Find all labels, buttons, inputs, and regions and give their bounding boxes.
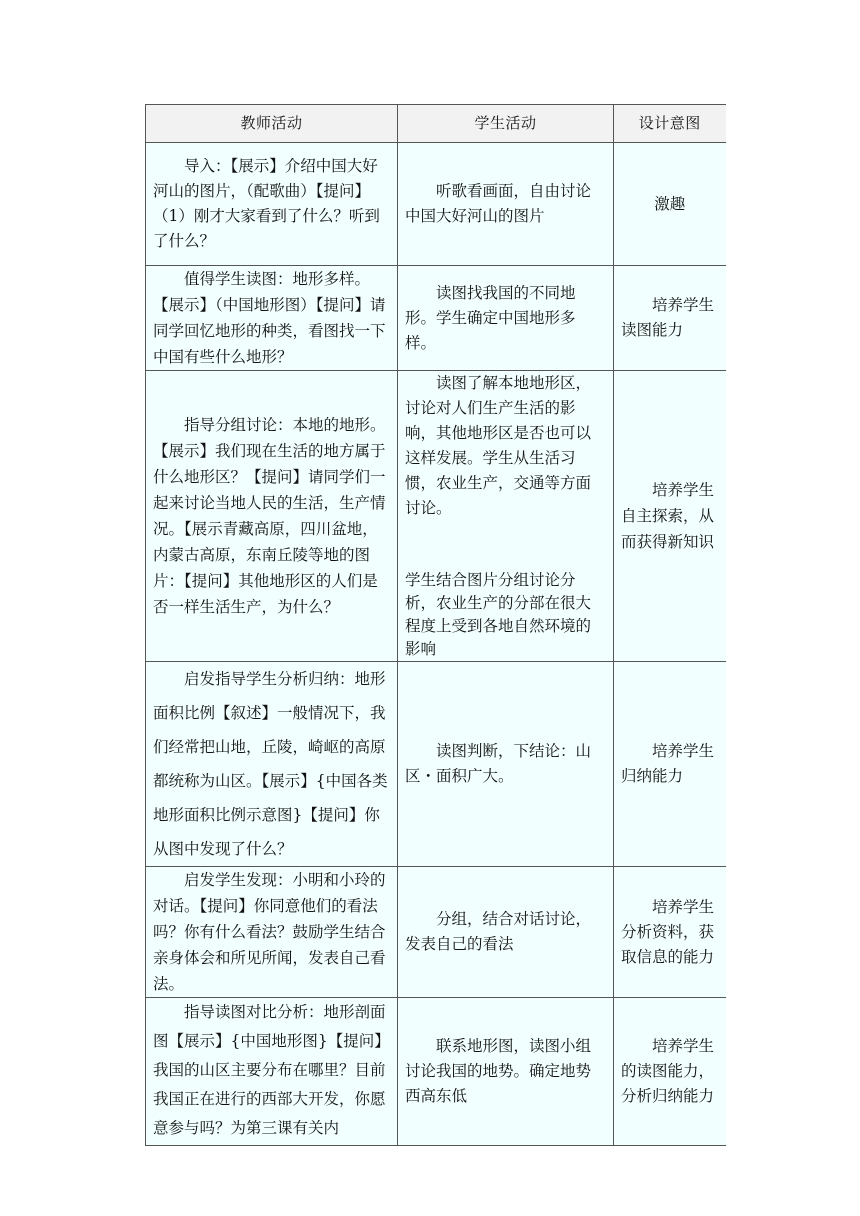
table-row bbox=[146, 867, 726, 998]
teacher-activity-cell: 值得学生读图：地形多样。【展示】（中国地形图）【提问】请同学回忆地形的种类，看图找一下中国有些什么地形？ bbox=[146, 266, 398, 371]
student-activity-cell: 听歌看画面，自由讨论中国大好河山的图片 bbox=[398, 143, 614, 266]
header-design-intent: 设计意图 bbox=[614, 105, 726, 143]
lesson-plan-table bbox=[145, 104, 726, 1146]
table-row bbox=[146, 998, 726, 1146]
table-row bbox=[146, 266, 726, 371]
table-row bbox=[146, 371, 726, 662]
design-intent-cell: 培养学生自主探索，从而获得新知识 bbox=[614, 371, 726, 662]
student-activity-cell bbox=[398, 371, 614, 662]
student-activity-cell: 联系地形图，读图小组讨论我国的地势。确定地势西高东低 bbox=[398, 998, 614, 1146]
design-intent-cell: 培养学生读图能力 bbox=[614, 266, 726, 371]
student-activity-cell: 读图判断，下结论：山区・面积广大。 bbox=[398, 662, 614, 867]
design-intent-cell: 激趣 bbox=[614, 143, 726, 266]
teacher-activity-cell: 启发指导学生分析归纳：地形面积比例【叙述】一般情况下，我们经常把山地，丘陵，崎岖的高原都统称为山区。【展示】{中国各类地形面积比例示意图}【提问】你从图中发现了什么？ bbox=[146, 662, 398, 867]
teacher-activity-cell: 指导分组讨论：本地的地形。【展示】我们现在生活的地方属于什么地形区？【提问】请同学们一起来讨论当地人民的生活，生产情况。【展示青藏高原，四川盆地，内蒙古高原，东南丘陵等地的图片：【提问】其他地形区的人们是否一样生活生产，为什么？ bbox=[146, 371, 398, 662]
header-student-activity: 学生活动 bbox=[398, 105, 614, 143]
student-activity-cell: 读图找我国的不同地形。学生确定中国地形多样。 bbox=[398, 266, 614, 371]
design-intent-cell: 培养学生的读图能力，分析归纳能力 bbox=[614, 998, 726, 1146]
design-intent-cell: 培养学生归纳能力 bbox=[614, 662, 726, 867]
teacher-activity-cell: 启发学生发现：小明和小玲的对话。【提问】你同意他们的看法吗？你有什么看法？鼓励学生结合亲身体会和所见所闻，发表自己看法。 bbox=[146, 867, 398, 998]
header-row bbox=[146, 105, 726, 143]
table-row bbox=[146, 662, 726, 867]
student-activity-text-2: 学生结合图片分组讨论分析，农业生产的分部在很大程度上受到各地自然环境的影响 bbox=[405, 571, 592, 658]
student-activity-cell: 分组，结合对话讨论，发表自己的看法 bbox=[398, 867, 614, 998]
design-intent-cell: 培养学生分析资料，获取信息的能力 bbox=[614, 867, 726, 998]
table-row bbox=[146, 143, 726, 266]
teacher-activity-cell: 导入：【展示】介绍中国大好河山的图片，（配歌曲）【提问】（1）刚才大家看到了什么？听到了什么？ bbox=[146, 143, 398, 266]
student-activity-text: 读图了解本地地形区，讨论对人们生产生活的影响，其他地形区是否也可以这样发展。学生从生活习惯，农业生产，交通等方面讨论。 bbox=[405, 374, 592, 517]
header-teacher-activity: 教师活动 bbox=[146, 105, 398, 143]
teacher-activity-cell: 指导读图对比分析：地形剖面图【展示】{中国地形图}【提问】我国的山区主要分布在哪里？目前我国正在进行的西部大开发，你愿意参与吗？为第三课有关内 bbox=[146, 998, 398, 1146]
